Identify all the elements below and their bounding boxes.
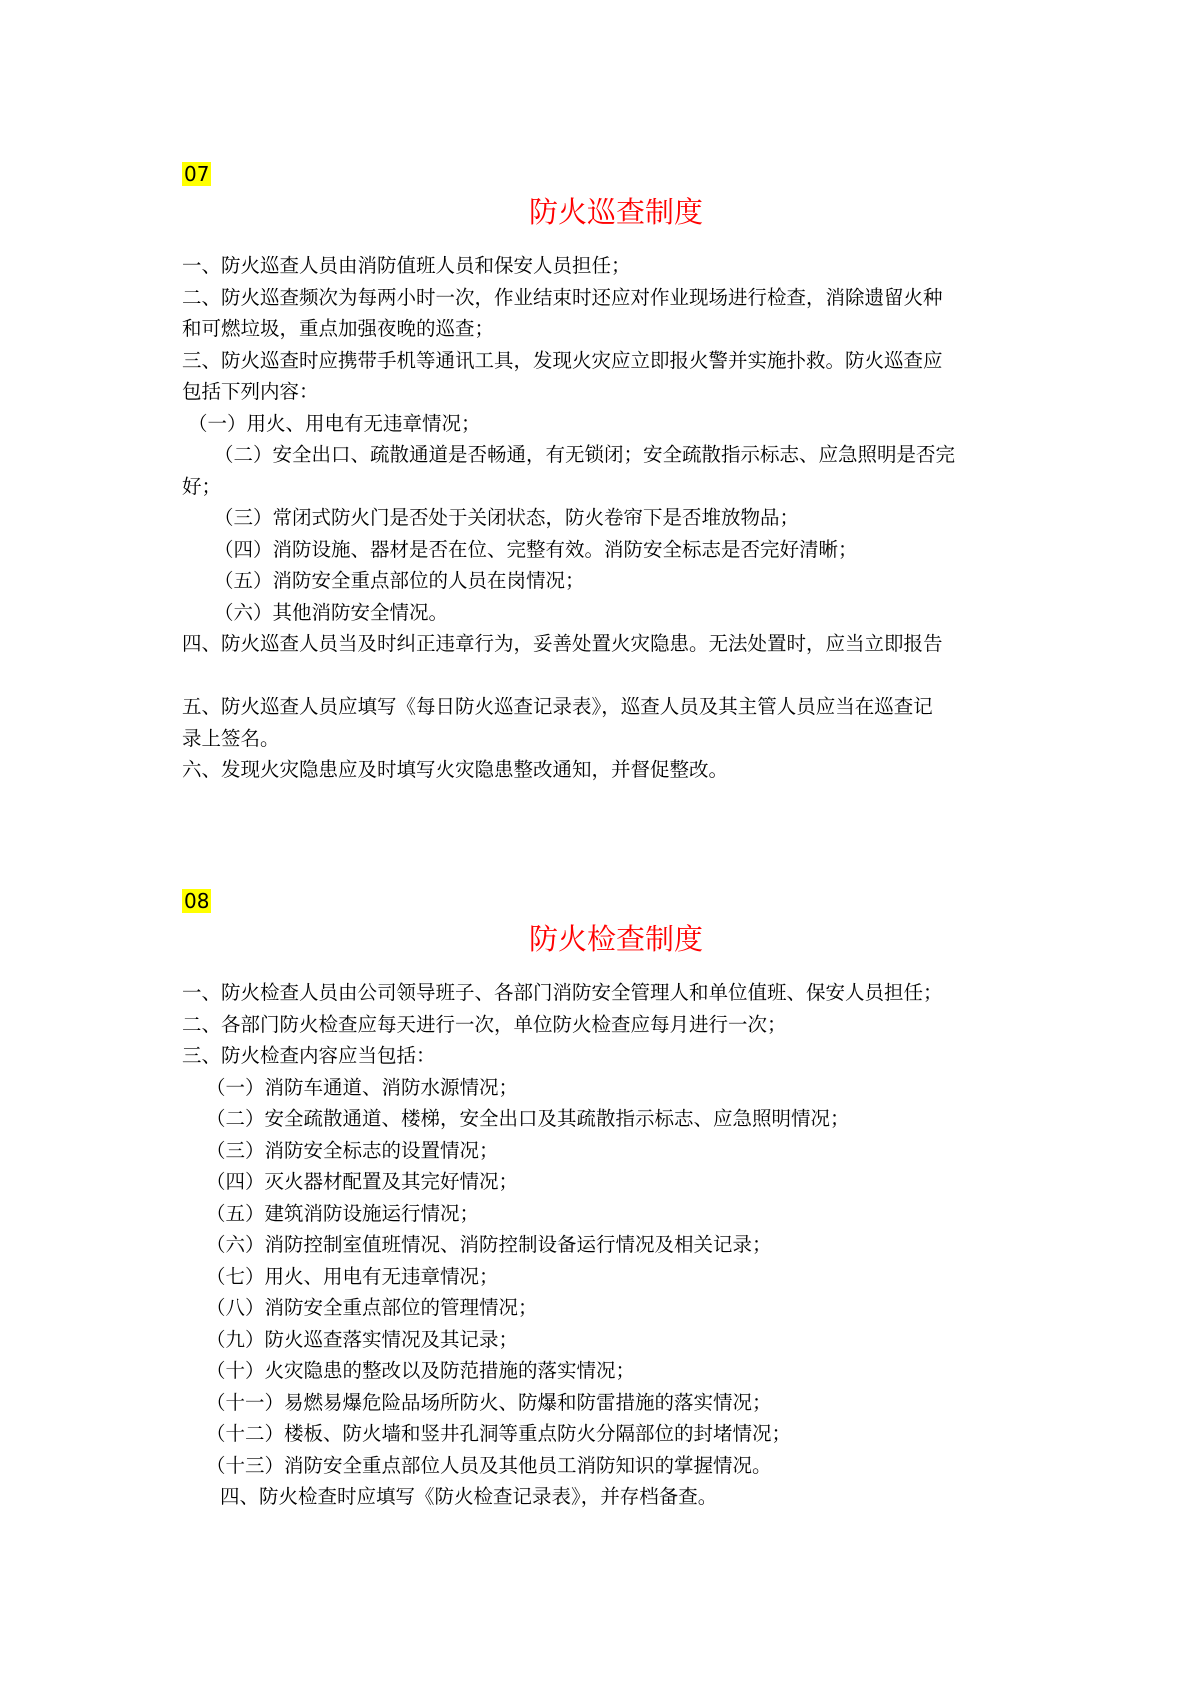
text-line: 三、防火巡查时应携带手机等通讯工具，发现火灾应立即报火警并实施扑救。防火巡查应 — [182, 348, 943, 372]
section-number: 08 — [184, 889, 210, 913]
text-line: 一、防火检查人员由公司领导班子、各部门消防安全管理人和单位值班、保安人员担任； — [182, 981, 943, 1004]
text-line: （六）消防控制室值班情况、消防控制设备运行情况及相关记录； — [206, 1233, 772, 1256]
text-line: （四）消防设施、器材是否在位、完整有效。消防安全标志是否完好清晰； — [214, 537, 858, 561]
text-line: （五）消防安全重点部位的人员在岗情况； — [214, 569, 585, 592]
text-line: 四、防火巡查人员当及时纠正违章行为，妥善处置火灾隐患。无法处置时，应当立即报告 — [182, 632, 943, 655]
section-title: 防火巡查制度 — [528, 195, 703, 229]
text-line: （一）消防车通道、消防水源情况； — [206, 1075, 519, 1099]
text-line: （九）防火巡查落实情况及其记录； — [206, 1327, 519, 1351]
section-body — [182, 977, 1032, 1513]
text-line: 六、发现火灾隐患应及时填写火灾隐患整改通知，并督促整改。 — [182, 758, 729, 781]
text-line: 五、防火巡查人员应填写《每日防火巡查记录表》，巡查人员及其主管人员应当在巡查记 — [182, 695, 933, 718]
section-08 — [182, 889, 1032, 1513]
text-line: 二、防火巡查频次为每两小时一次，作业结束时还应对作业现场进行检查，消除遗留火种 — [182, 285, 943, 309]
text-line: （十二）楼板、防火墙和竖井孔洞等重点防火分隔部位的封堵情况； — [206, 1422, 792, 1445]
text-line: （十）火灾隐患的整改以及防范措施的落实情况； — [206, 1359, 636, 1382]
text-line: （四）灭火器材配置及其完好情况； — [206, 1170, 519, 1193]
section-07 — [182, 162, 1032, 786]
text-line: 二、各部门防火检查应每天进行一次，单位防火检查应每月进行一次； — [182, 1012, 787, 1036]
section-title: 防火检查制度 — [528, 922, 703, 956]
section-number: 07 — [184, 162, 210, 186]
text-line: 录上签名。 — [182, 726, 280, 750]
section-body — [182, 250, 1032, 786]
text-line: （五）建筑消防设施运行情况； — [206, 1201, 480, 1225]
text-line: （三）常闭式防火门是否处于关闭状态，防火卷帘下是否堆放物品； — [214, 506, 800, 529]
text-line: （七）用火、用电有无违章情况； — [206, 1264, 499, 1288]
text-line: 包括下列内容： — [182, 380, 319, 403]
text-line: （二）安全出口、疏散通道是否畅通，有无锁闭；安全疏散指示标志、应急照明是否完 — [214, 443, 956, 466]
text-line: （八）消防安全重点部位的管理情况； — [206, 1296, 538, 1319]
text-line: （十三）消防安全重点部位人员及其他员工消防知识的掌握情况。 — [206, 1453, 772, 1477]
text-line: 一、防火巡查人员由消防值班人员和保安人员担任； — [182, 254, 631, 277]
text-line: 和可燃垃圾，重点加强夜晚的巡查； — [182, 317, 495, 340]
text-line: （二）安全疏散通道、楼梯，安全出口及其疏散指示标志、应急照明情况； — [206, 1107, 850, 1130]
text-line: 好； — [182, 474, 222, 498]
text-line: （十一）易燃易爆危险品场所防火、防爆和防雷措施的落实情况； — [206, 1390, 772, 1414]
text-line: 三、防火检查内容应当包括： — [182, 1044, 436, 1067]
text-line: 四、防火检查时应填写《防火检查记录表》，并存档备查。 — [220, 1485, 718, 1508]
text-line: （一）用火、用电有无违章情况； — [188, 411, 481, 435]
text-line: （三）消防安全标志的设置情况； — [206, 1138, 499, 1162]
text-line: （六）其他消防安全情况。 — [214, 600, 449, 624]
